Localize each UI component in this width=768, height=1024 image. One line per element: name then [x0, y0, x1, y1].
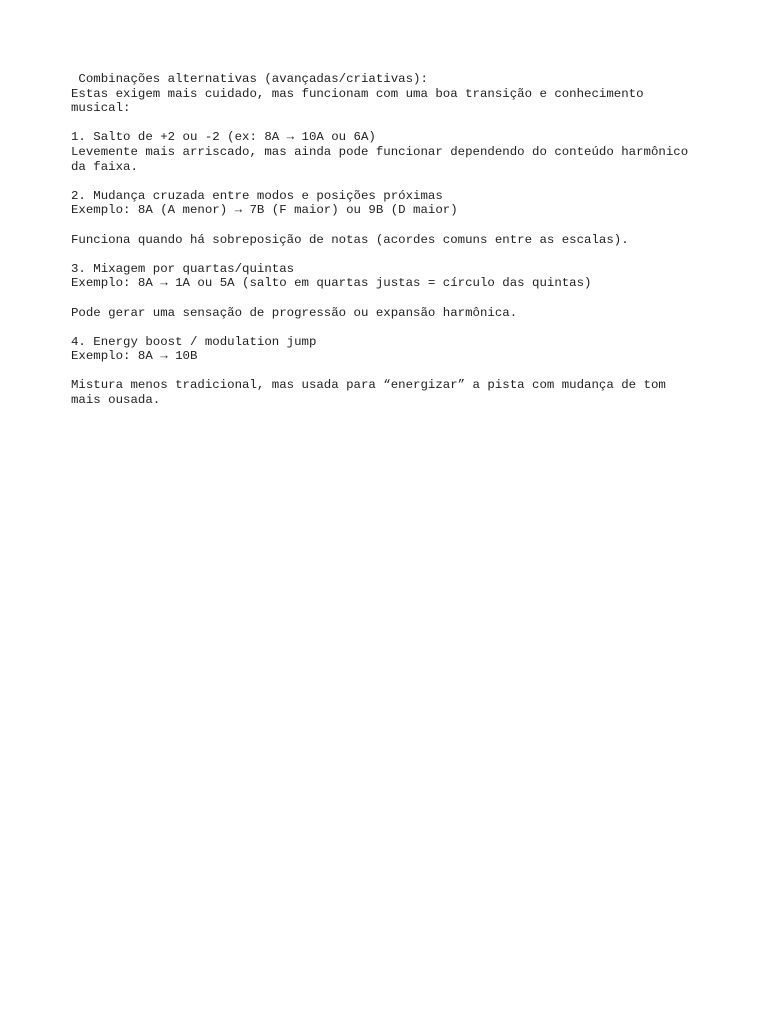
paragraph-gap	[71, 247, 711, 262]
document-heading: Combinações alternativas (avançadas/criativas):	[71, 72, 428, 86]
paragraph-gap	[71, 291, 711, 306]
section-title: 2. Mudança cruzada entre modos e posições próximas	[71, 188, 443, 203]
section-note: Mistura menos tradicional, mas usada para “energizar” a pista com mudança de tom	[71, 378, 666, 393]
section-line: da faixa.	[71, 159, 138, 174]
section-line: Exemplo: 8A → 10B	[71, 349, 198, 364]
section-line: Exemplo: 8A → 1A ou 5A (salto em quartas justas = círculo das quintas)	[71, 276, 592, 291]
section-title: 4. Energy boost / modulation jump	[71, 334, 317, 349]
intro-line: Estas exigem mais cuidado, mas funcionam com uma boa transição e conhecimento	[71, 86, 644, 101]
document-body	[71, 72, 711, 408]
paragraph-gap	[71, 174, 711, 189]
section-title: 3. Mixagem por quartas/quintas	[71, 261, 295, 276]
section-note: mais ousada.	[71, 393, 161, 408]
paragraph-gap	[71, 218, 711, 233]
paragraph-gap	[71, 116, 711, 131]
paragraph-gap	[71, 364, 711, 379]
section-line: Levemente mais arriscado, mas ainda pode funcionar dependendo do conteúdo harmônico	[71, 144, 689, 159]
section-note: Pode gerar uma sensação de progressão ou expansão harmônica.	[71, 305, 518, 320]
intro-line: musical:	[71, 101, 131, 116]
paragraph-gap	[71, 320, 711, 335]
section-note: Funciona quando há sobreposição de notas (acordes comuns entre as escalas).	[71, 232, 629, 247]
section-title: 1. Salto de +2 ou -2 (ex: 8A → 10A ou 6A)	[71, 130, 376, 145]
section-line: Exemplo: 8A (A menor) → 7B (F maior) ou 9B (D maior)	[71, 203, 458, 218]
